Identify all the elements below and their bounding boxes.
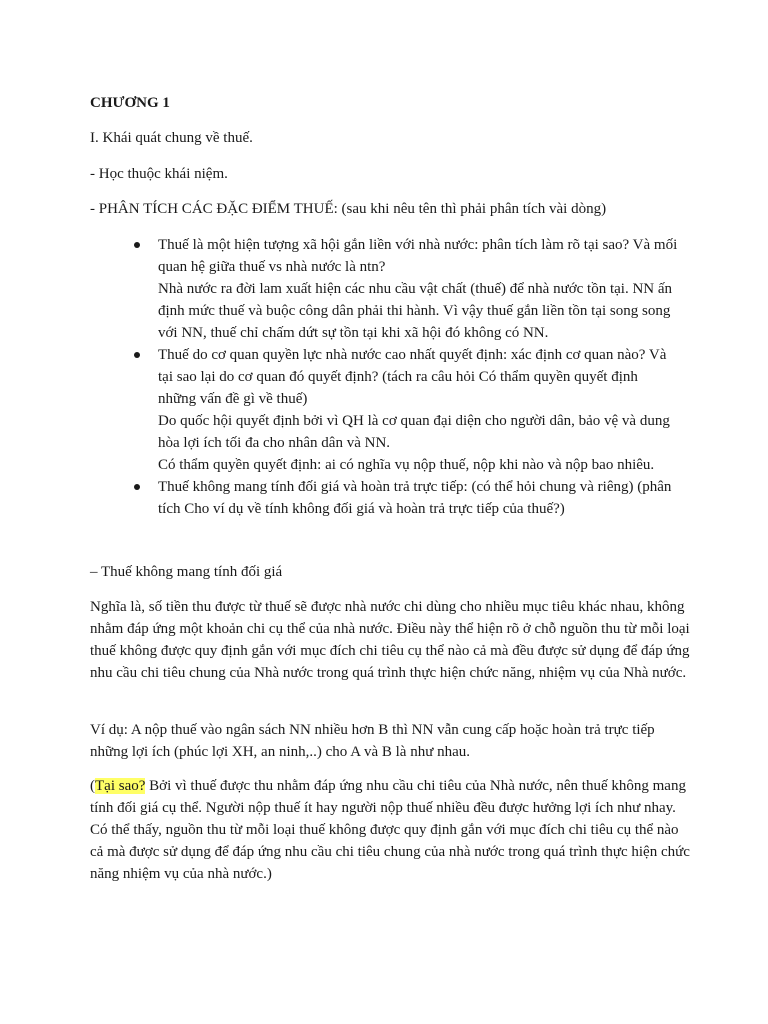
paragraph: Nghĩa là, số tiền thu được từ thuế sẽ được nhà nước chi dùng cho nhiều mục tiêu khác nhau, không nhằm đáp ứng một khoản chi cụ thể của nhà nước. Điều này thể hiện rõ ở chỗ nguồn thu từ mỗi loại thuế không được quy định gắn với mục đích chi tiêu cụ thể nào cả mà đều được sử dụng để đáp ứng nhu cầu chi tiêu chung của Nhà nước trong quá trình thực hiện chức năng, nhiệm vụ của Nhà nước. — [90, 599, 690, 681]
feature-list — [90, 234, 690, 520]
section-heading: I. Khái quát chung về thuế. — [90, 130, 253, 146]
analyze-note: (sau khi nêu tên thì phải phân tích vài dòng) — [337, 201, 607, 217]
analyze-line — [90, 198, 690, 220]
bullet-icon — [134, 242, 140, 248]
subheading: – Thuế không mang tính đối giá — [90, 564, 283, 580]
paren-open: ( — [90, 778, 95, 794]
bullet-explanation: Do quốc hội quyết định bởi vì QH là cơ quan đại diện cho người dân, bảo vệ và dung hòa lợi ích tối đa cho nhân dân và NN. — [158, 413, 670, 451]
bullet-icon — [134, 484, 140, 490]
bullet-lead: Thuế là một hiện tượng xã hội gắn liền với nhà nước: phân tích làm rõ tại sao? Và mối quan hệ giữa thuế vs nhà nước là ntn? — [158, 237, 678, 275]
list-item — [90, 476, 678, 520]
study-line: - Học thuộc khái niệm. — [90, 166, 228, 182]
bullet-lead: Thuế do cơ quan quyền lực nhà nước cao nhất quyết định: xác định cơ quan nào? Và tại sao lại do cơ quan đó quyết định? (tách ra câu hỏi Có thẩm quyền quyết định những vấn đề gì về thuế) — [158, 347, 667, 407]
bullet-icon — [134, 352, 140, 358]
analyze-prefix: - PHÂN TÍCH CÁC ĐẶC ĐIỂM THUẾ: — [90, 201, 338, 217]
paragraph-text: Bởi vì thuế được thu nhằm đáp ứng nhu cầu chi tiêu của Nhà nước, nên thuế không mang tính đối giá cụ thể. Người nộp thuế ít hay người nộp thuế nhiều đều được hưởng lợi ích như nhay. Có thể thấy, nguồn thu từ mỗi loại thuế không được quy định gắn với mục đích chi tiêu cụ thể nào cả mà được sử dụng để đáp ứng nhu cầu chi tiêu chung của nhà nước trong quá trình thực hiện chức năng nhiệm vụ của nhà nước.) — [90, 778, 690, 882]
bullet-explanation: Nhà nước ra đời lam xuất hiện các nhu cầu vật chất (thuế) để nhà nước tồn tại. NN ấn định mức thuế và buộc công dân phải thi hành. Vì vậy thuế gắn liền tồn tại song song với NN, thuế chỉ chấm dứt sự tồn tại khi xã hội đó không có NN. — [158, 281, 673, 341]
list-item — [90, 234, 678, 344]
bullet-explanation: Có thẩm quyền quyết định: ai có nghĩa vụ nộp thuế, nộp khi nào và nộp bao nhiêu. — [158, 457, 655, 473]
chapter-title: CHƯƠNG 1 — [90, 95, 170, 111]
list-item — [90, 344, 678, 476]
highlighted-question: Tại sao? — [95, 778, 146, 794]
bullet-lead: Thuế không mang tính đối giá và hoàn trả trực tiếp: (có thể hỏi chung và riêng) (phân tích Cho ví dụ về tính không đối giá và hoàn trả trực tiếp của thuế?) — [158, 479, 672, 517]
paragraph — [90, 775, 690, 885]
example-paragraph: Ví dụ: A nộp thuế vào ngân sách NN nhiều hơn B thì NN vẫn cung cấp hoặc hoàn trả trực tiếp những lợi ích (phúc lợi XH, an ninh,..) cho A và B là như nhau. — [90, 722, 655, 760]
